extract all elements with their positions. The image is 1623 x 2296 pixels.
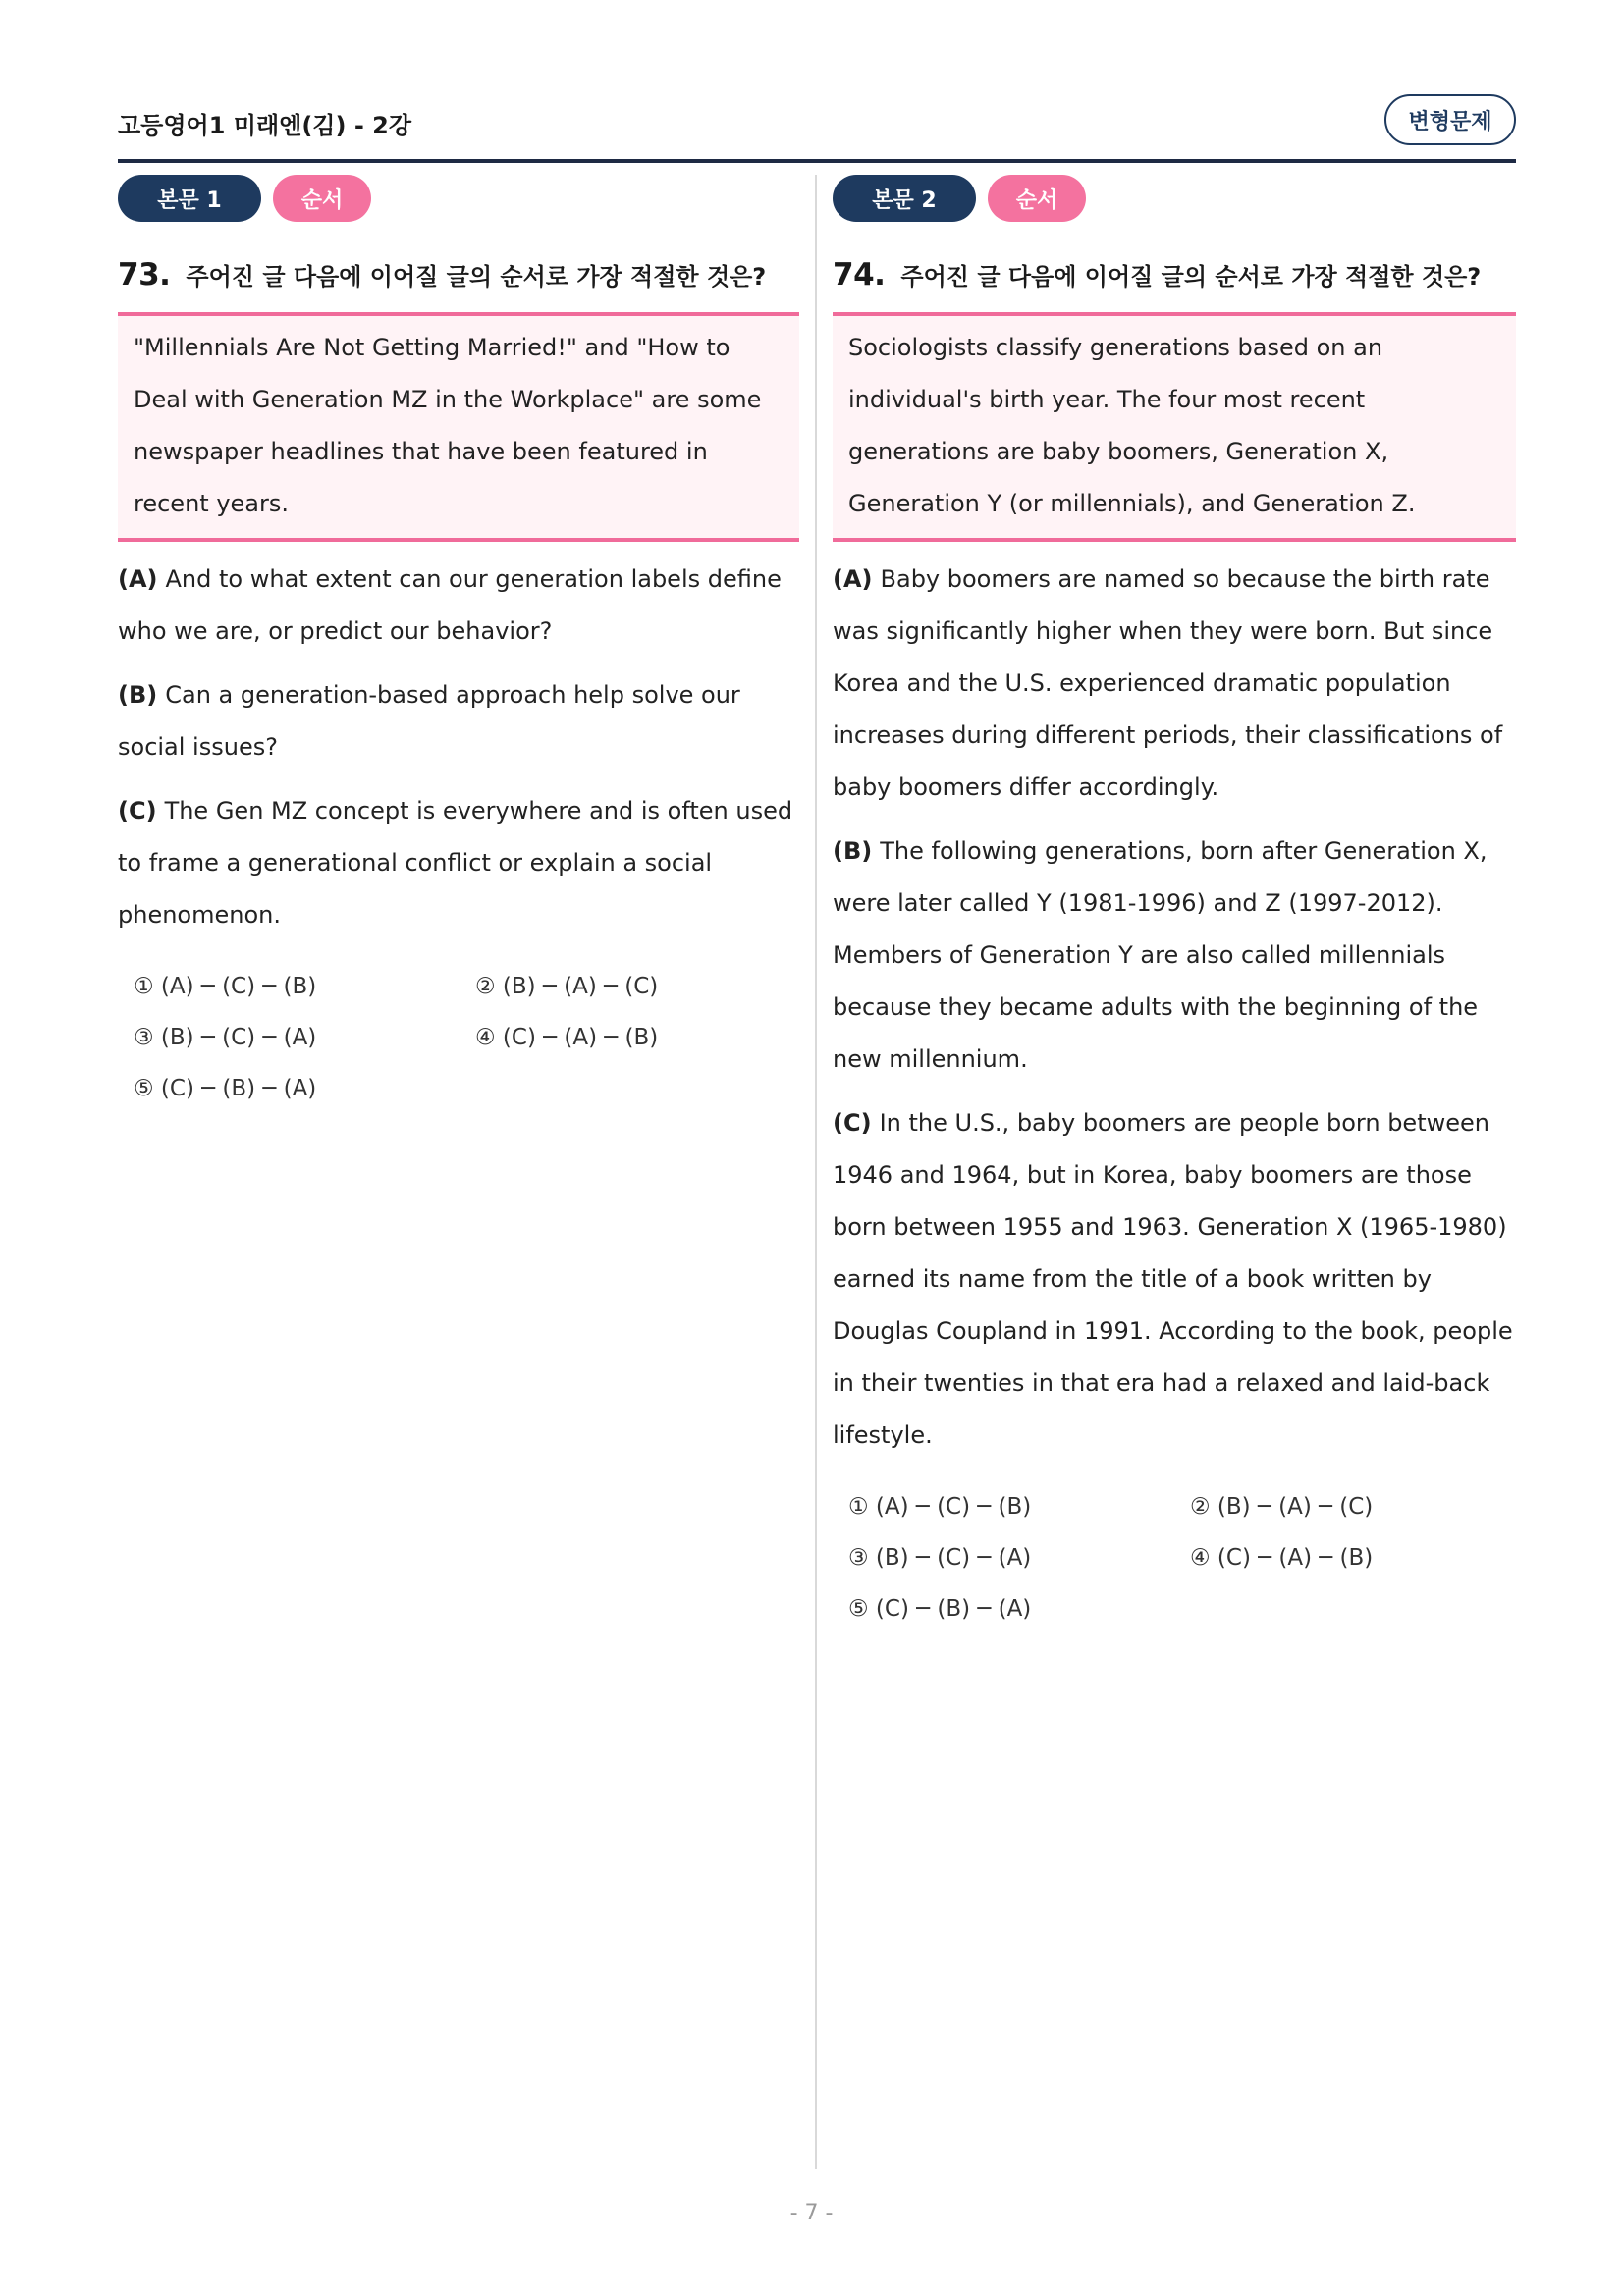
right-column <box>833 175 1516 1630</box>
option-text: And to what extent can our generation labels define who we are, or predict our behavior? <box>118 565 782 645</box>
question-number: 74. <box>833 257 886 293</box>
page-number: - 7 - <box>789 2201 834 2225</box>
passage-options <box>833 554 1516 1462</box>
answer-choice-3[interactable]: ③ (B) ─ (C) ─ (A) <box>848 1545 1032 1571</box>
given-passage: Sociologists classify generations based on an individual's birth year. The four most recent generations are baby boomers, Generation X, Generation Y (or millennials), and Generation Z. <box>833 312 1516 542</box>
option-b <box>833 826 1516 1086</box>
option-a <box>833 554 1516 814</box>
answer-choice-1[interactable]: ① (A) ─ (C) ─ (B) <box>848 1494 1032 1520</box>
option-text: The Gen MZ concept is everywhere and is often used to frame a generational conflict or explain a social phenomenon. <box>118 797 793 929</box>
answer-choice-4[interactable]: ④ (C) ─ (A) ─ (B) <box>475 1025 659 1050</box>
question-text: 주어진 글 다음에 이어질 글의 순서로 가장 적절한 것은? <box>900 263 1482 291</box>
answer-choice-5[interactable]: ⑤ (C) ─ (B) ─ (A) <box>134 1076 317 1101</box>
answer-choice-2[interactable]: ② (B) ─ (A) ─ (C) <box>475 974 659 999</box>
answer-choice-2[interactable]: ② (B) ─ (A) ─ (C) <box>1190 1494 1374 1520</box>
column-divider <box>815 175 817 2169</box>
section-tag: 본문 1 <box>118 175 261 222</box>
option-c <box>833 1097 1516 1462</box>
answer-choices <box>134 965 799 1110</box>
option-b <box>118 669 799 774</box>
question-text: 주어진 글 다음에 이어질 글의 순서로 가장 적절한 것은? <box>186 263 767 291</box>
question-heading <box>118 257 799 293</box>
option-label: (C) <box>118 797 157 825</box>
document-title: 고등영어1 미래엔(김) - 2강 <box>118 112 412 139</box>
problem-type-badge: 변형문제 <box>1384 94 1516 145</box>
option-text: Can a generation-based approach help solve our social issues? <box>118 681 740 761</box>
section-tag: 본문 2 <box>833 175 976 222</box>
answer-choices <box>848 1485 1516 1630</box>
given-passage: "Millennials Are Not Getting Married!" and "How to Deal with Generation MZ in the Workplace" are some newspaper headlines that have been featured in recent years. <box>118 312 799 542</box>
option-a <box>118 554 799 658</box>
option-label: (B) <box>118 681 158 709</box>
answer-choice-1[interactable]: ① (A) ─ (C) ─ (B) <box>134 974 317 999</box>
question-heading <box>833 257 1516 293</box>
answer-choice-5[interactable]: ⑤ (C) ─ (B) ─ (A) <box>848 1596 1032 1622</box>
option-label: (C) <box>833 1109 872 1137</box>
answer-choice-4[interactable]: ④ (C) ─ (A) ─ (B) <box>1190 1545 1374 1571</box>
option-text: Baby boomers are named so because the birth rate was significantly higher when they were born. But since Korea and the U.S. experienced dramatic population increases during different periods, their classifications of baby boomers differ accordingly. <box>833 565 1503 801</box>
option-text: The following generations, born after Generation X, were later called Y (1981-1996) and Z (1997-2012). Members of Generation Y are also called millennials because they became adults with the beginning of the new millennium. <box>833 837 1488 1073</box>
page-header <box>118 90 1516 163</box>
left-column <box>118 175 799 1110</box>
option-label: (A) <box>118 565 158 593</box>
option-label: (A) <box>833 565 873 593</box>
question-type-tag: 순서 <box>988 175 1086 222</box>
question-tags <box>833 175 1516 222</box>
question-type-tag: 순서 <box>273 175 371 222</box>
question-number: 73. <box>118 257 171 293</box>
option-label: (B) <box>833 837 873 865</box>
passage-options <box>118 554 799 941</box>
question-tags <box>118 175 799 222</box>
answer-choice-3[interactable]: ③ (B) ─ (C) ─ (A) <box>134 1025 317 1050</box>
option-text: In the U.S., baby boomers are people born between 1946 and 1964, but in Korea, baby boomers are those born between 1955 and 1963. Generation X (1965-1980) earned its name from the title of a book written by Douglas Coupland in 1991. According to the book, people in their twenties in that era had a relaxed and laid-back lifestyle. <box>833 1109 1513 1449</box>
option-c <box>118 785 799 941</box>
